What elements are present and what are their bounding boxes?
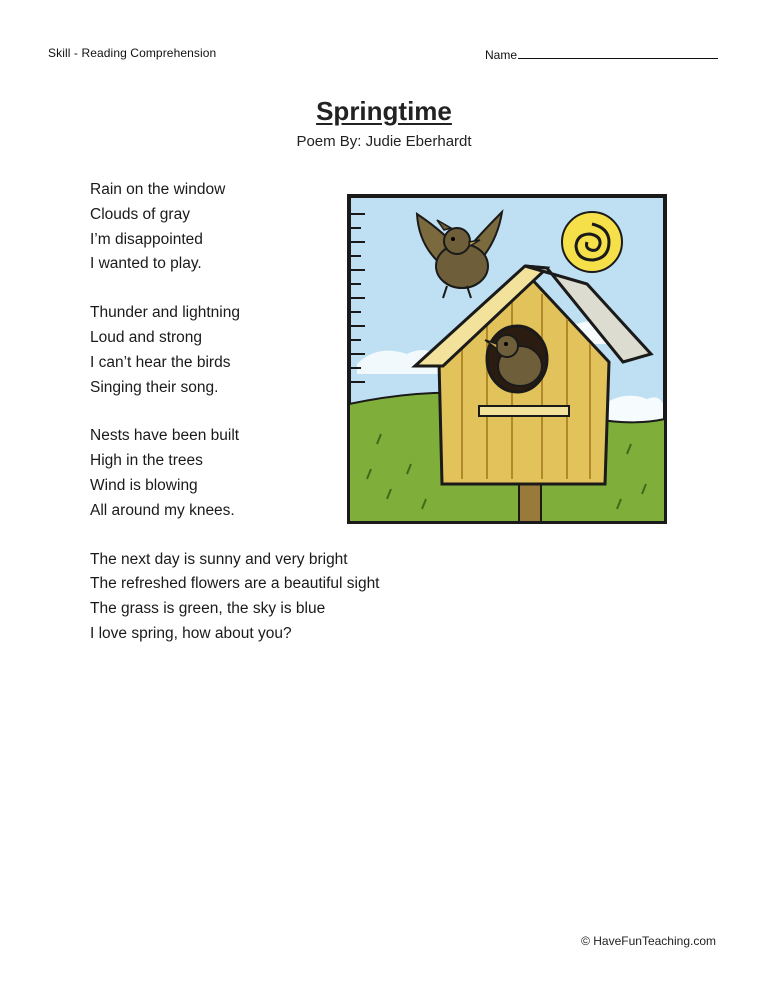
poem-line: I can’t hear the birds (90, 353, 231, 371)
poem-line: Loud and strong (90, 328, 203, 346)
poem-title: Springtime (316, 96, 452, 126)
poem-line: The refreshed flowers are a beautiful sight (90, 575, 380, 593)
poem-line: I’m disappointed (90, 230, 203, 248)
poem-byline: Poem By: Judie Eberhardt (296, 133, 472, 150)
poem-line: The next day is sunny and very bright (90, 550, 348, 568)
skill-label: Skill - Reading Comprehension (48, 46, 217, 60)
poem-line: The grass is green, the sky is blue (90, 600, 326, 618)
stanza (90, 548, 450, 647)
poem-line: Singing their song. (90, 378, 219, 396)
poem-line: Clouds of gray (90, 205, 190, 223)
poem-line: I love spring, how about you? (90, 624, 292, 642)
poem-line: High in the trees (90, 452, 203, 470)
name-blank-line[interactable] (518, 46, 718, 59)
name-label: Name (485, 48, 518, 62)
sun-icon (562, 212, 622, 272)
poem-line: All around my knees. (90, 501, 235, 519)
birdhouse-perch (479, 406, 569, 416)
poem-line: Nests have been built (90, 427, 240, 445)
name-field[interactable] (485, 46, 718, 62)
poem-line: I wanted to play. (90, 255, 202, 273)
poem-line: Thunder and lightning (90, 304, 240, 322)
copyright-footer: © HaveFunTeaching.com (581, 934, 716, 948)
poem-line: Wind is blowing (90, 476, 198, 494)
poem-line: Rain on the window (90, 181, 226, 198)
birdhouse-illustration (347, 194, 667, 524)
